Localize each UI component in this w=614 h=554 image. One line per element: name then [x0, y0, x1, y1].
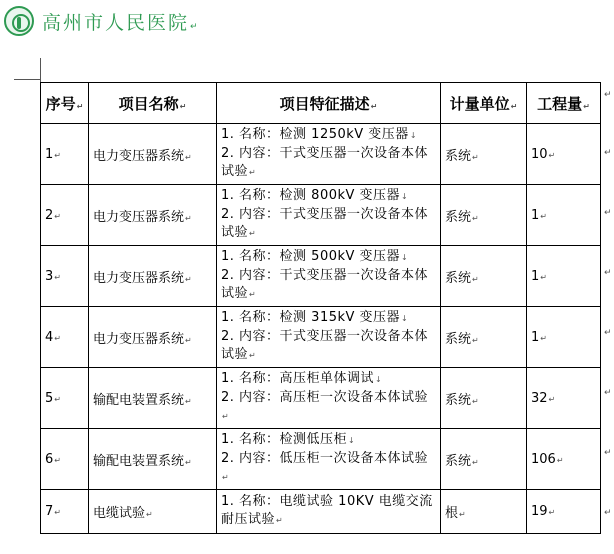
- header-no: 序号↵: [41, 83, 89, 124]
- cell-no: 3↵: [41, 246, 89, 307]
- cell-unit: 系统↵: [441, 429, 527, 490]
- table-row: [41, 185, 601, 246]
- row-end-mark: ↵: [604, 328, 612, 338]
- cell-description: 1. 名称：检测 1250kV 变压器↓ 2. 内容：干式变压器一次设备本体试验↵: [217, 124, 441, 185]
- header-item-name: 项目名称↵: [89, 83, 217, 124]
- cell-no: 2↵: [41, 185, 89, 246]
- cell-item-name: 电缆试验↵: [89, 490, 217, 534]
- table-row: [41, 429, 601, 490]
- cell-unit: 根↵: [441, 490, 527, 534]
- hospital-name: 高州市人民医院: [42, 11, 190, 34]
- crop-mark-vertical: [40, 58, 41, 82]
- cell-unit: 系统↵: [441, 185, 527, 246]
- cell-item-name: 输配电装置系统↵: [89, 429, 217, 490]
- row-end-mark: ↵: [604, 388, 612, 398]
- cell-item-name: 电力变压器系统↵: [89, 124, 217, 185]
- table-row: [41, 368, 601, 429]
- hospital-logo: [4, 6, 34, 36]
- cell-no: 1↵: [41, 124, 89, 185]
- cell-description: 1. 名称：检测 500kV 变压器↓ 2. 内容：干式变压器一次设备本体试验↵: [217, 246, 441, 307]
- cell-description: 1. 名称：检测低压柜↓ 2. 内容：低压柜一次设备本体试验↵: [217, 429, 441, 490]
- row-end-mark: ↵: [604, 90, 612, 100]
- cell-quantity: 1↵: [527, 246, 601, 307]
- row-end-mark: ↵: [604, 508, 612, 518]
- table-row: [41, 307, 601, 368]
- cell-quantity: 32↵: [527, 368, 601, 429]
- header-unit: 计量单位↵: [441, 83, 527, 124]
- header-description: 项目特征描述↵: [217, 83, 441, 124]
- table-row: [41, 490, 601, 534]
- cell-no: 7↵: [41, 490, 89, 534]
- cell-no: 6↵: [41, 429, 89, 490]
- paragraph-mark: ↵: [190, 22, 198, 32]
- row-end-mark: ↵: [604, 268, 612, 278]
- cell-item-name: 电力变压器系统↵: [89, 307, 217, 368]
- cell-quantity: 106↵: [527, 429, 601, 490]
- table-row: [41, 124, 601, 185]
- cell-quantity: 1↵: [527, 307, 601, 368]
- header-quantity: 工程量↵: [527, 83, 601, 124]
- cell-no: 5↵: [41, 368, 89, 429]
- cell-item-name: 电力变压器系统↵: [89, 185, 217, 246]
- cell-quantity: 1↵: [527, 185, 601, 246]
- crop-mark-horizontal: [14, 79, 40, 80]
- cell-description: 1. 名称：检测 800kV 变压器↓ 2. 内容：干式变压器一次设备本体试验↵: [217, 185, 441, 246]
- cell-description: 1. 名称：检测 315kV 变压器↓ 2. 内容：干式变压器一次设备本体试验↵: [217, 307, 441, 368]
- table-header-row: [41, 83, 601, 124]
- cell-unit: 系统↵: [441, 246, 527, 307]
- cell-quantity: 19↵: [527, 490, 601, 534]
- cell-unit: 系统↵: [441, 368, 527, 429]
- cell-unit: 系统↵: [441, 124, 527, 185]
- bill-of-quantities-table: [40, 82, 601, 534]
- cell-unit: 系统↵: [441, 307, 527, 368]
- row-end-mark: ↵: [604, 208, 612, 218]
- row-end-mark: ↵: [604, 148, 612, 158]
- cell-description: 1. 名称：高压柜单体调试↓ 2. 内容：高压柜一次设备本体试验↵: [217, 368, 441, 429]
- cell-description: 1. 名称：电缆试验 10KV 电缆交流耐压试验↵: [217, 490, 441, 534]
- row-end-mark: ↵: [604, 448, 612, 458]
- cell-item-name: 电力变压器系统↵: [89, 246, 217, 307]
- cell-item-name: 输配电装置系统↵: [89, 368, 217, 429]
- cell-no: 4↵: [41, 307, 89, 368]
- cell-quantity: 10↵: [527, 124, 601, 185]
- table-row: [41, 246, 601, 307]
- document-header: [4, 4, 198, 38]
